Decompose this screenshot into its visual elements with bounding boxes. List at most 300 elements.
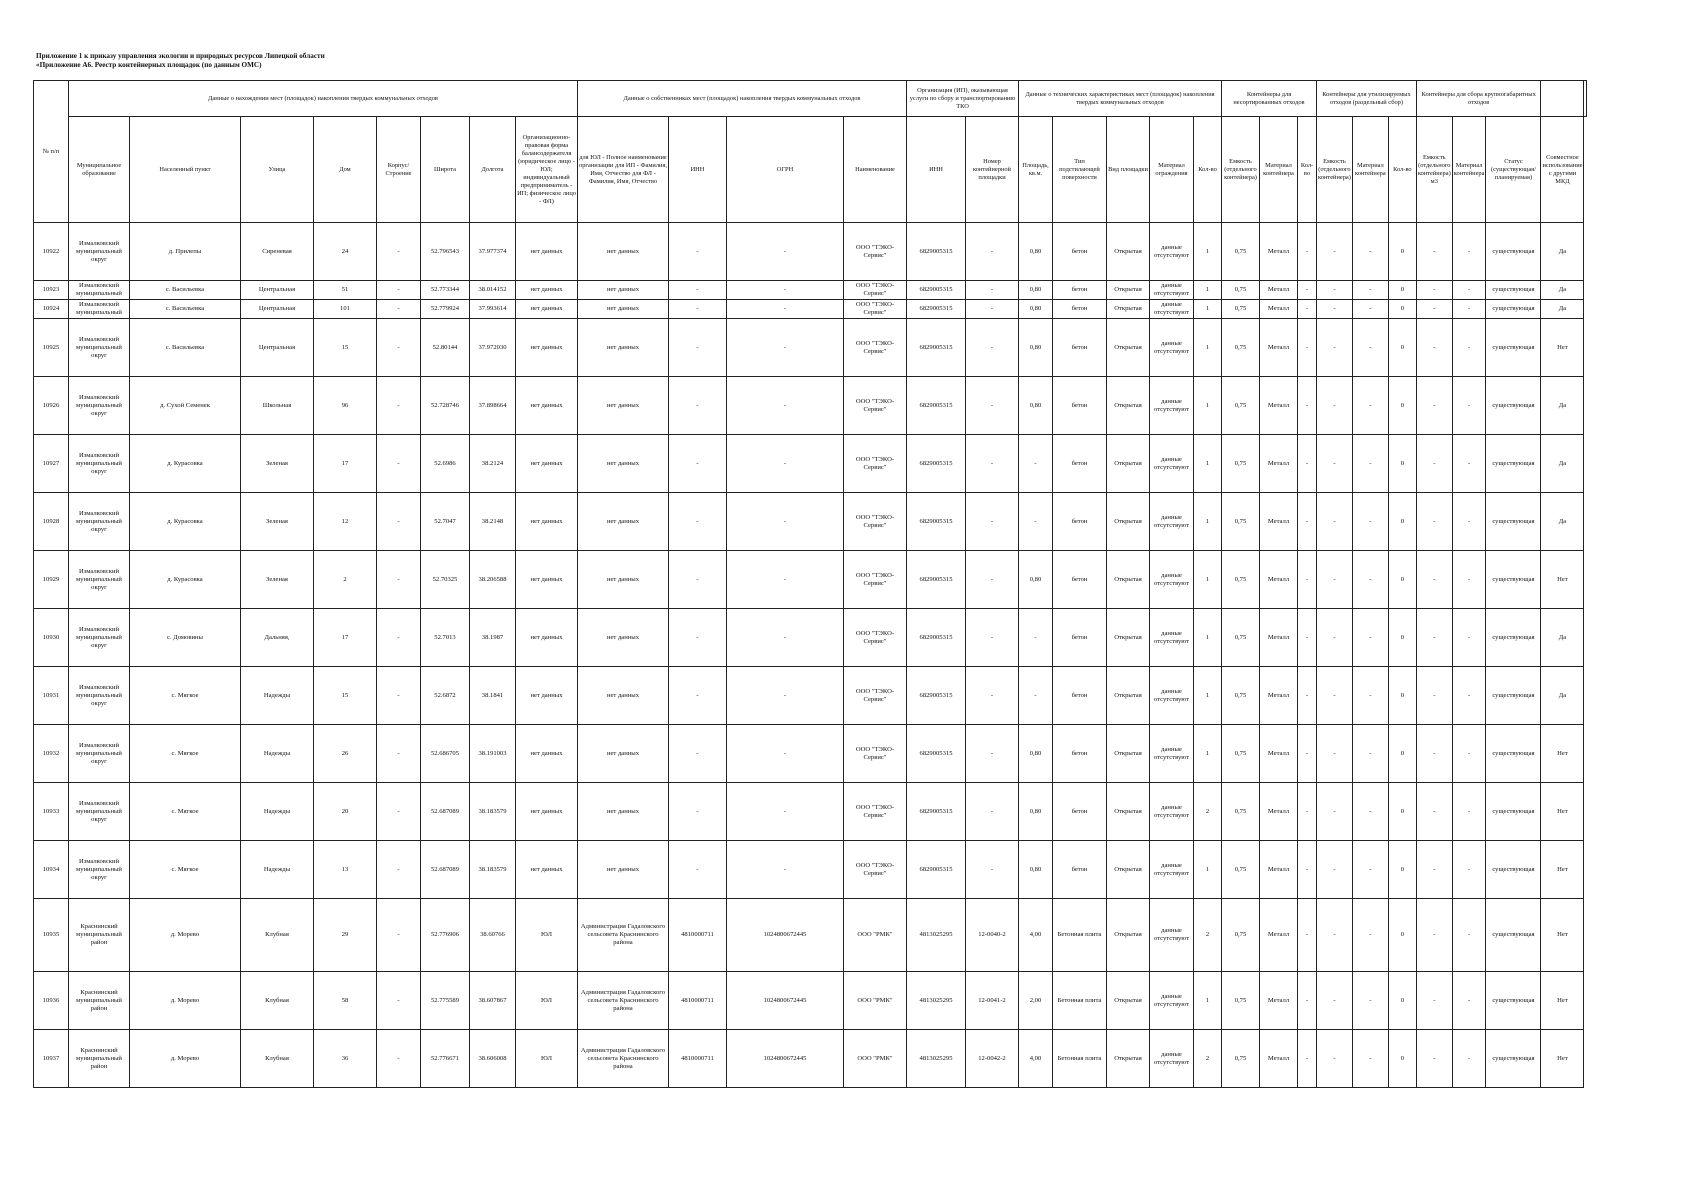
- cell-lon: 38.014152: [470, 281, 516, 300]
- cell-shared: Нет: [1541, 783, 1584, 841]
- cell-owner-inn: -: [669, 783, 727, 841]
- cell-fence: данные отсутствуют: [1150, 972, 1194, 1030]
- cell-b-cap: -: [1416, 377, 1452, 435]
- cell-lon: 37.977374: [470, 223, 516, 281]
- cell-ogrn: -: [727, 667, 844, 725]
- cell-lat: 52.686705: [421, 725, 470, 783]
- cell-settlement: д. Курасовка: [130, 493, 241, 551]
- group-tech: Данные о технических характеристиках мест (площадок) накопления твердых коммунальных отходов: [1019, 81, 1222, 117]
- cell-b-qty: 0: [1388, 725, 1416, 783]
- cell-op-inn: 6829005315: [907, 300, 966, 319]
- cell-r-mat: -: [1352, 899, 1388, 972]
- cell-r-mat: -: [1352, 783, 1388, 841]
- cell-house: 17: [314, 435, 377, 493]
- cell-mun: Измалковский муниципальный округ: [69, 493, 130, 551]
- cell-u-qty: 2: [1194, 783, 1222, 841]
- cell-lat: 52.80144: [421, 319, 470, 377]
- table-row: [34, 972, 1587, 1030]
- cell-b-cap: -: [1416, 223, 1452, 281]
- cell-site-type: Открытая: [1107, 377, 1150, 435]
- cell-r-cap: -: [1317, 972, 1353, 1030]
- cell-u-qty: 1: [1194, 300, 1222, 319]
- table-row: [34, 300, 1587, 319]
- cell-lat: 52.6872: [421, 667, 470, 725]
- cell-u-qty: 1: [1194, 841, 1222, 899]
- registry-rows: [34, 223, 1587, 1088]
- cell-owner-inn: -: [669, 667, 727, 725]
- cell-u-cap: 0,75: [1222, 551, 1260, 609]
- cell-site-no: 12-0041-2: [966, 972, 1019, 1030]
- cell-op: ООО "РМК": [844, 972, 907, 1030]
- cell-street: Сиреневая: [241, 223, 314, 281]
- header-settlement: Населенный пункт: [130, 117, 241, 223]
- cell-b-cap: -: [1416, 493, 1452, 551]
- cell-r-qty: -: [1298, 783, 1317, 841]
- cell-building: -: [377, 223, 421, 281]
- cell-fence: данные отсутствуют: [1150, 899, 1194, 972]
- cell-house: 15: [314, 667, 377, 725]
- cell-settlement: с. Васильевка: [130, 300, 241, 319]
- cell-street: Школьная: [241, 377, 314, 435]
- cell-owner-inn: -: [669, 551, 727, 609]
- cell-b-cap: -: [1416, 1030, 1452, 1088]
- cell-building: -: [377, 667, 421, 725]
- cell-op: ООО "ТЭКО-Сервис": [844, 609, 907, 667]
- cell-lon: 38.183579: [470, 783, 516, 841]
- cell-fence: данные отсутствуют: [1150, 1030, 1194, 1088]
- cell-fence: данные отсутствуют: [1150, 377, 1194, 435]
- cell-owner-inn: -: [669, 609, 727, 667]
- cell-building: -: [377, 972, 421, 1030]
- cell-settlement: д. Курасовка: [130, 435, 241, 493]
- cell-r-mat: -: [1352, 281, 1388, 300]
- cell-shared: Нет: [1541, 899, 1584, 972]
- cell-settlement: с. Мягкое: [130, 667, 241, 725]
- cell-r-cap: -: [1317, 223, 1353, 281]
- cell-surface: Бетонная плита: [1053, 972, 1107, 1030]
- cell-owner: нет данных: [578, 551, 669, 609]
- group-operator: Организация (ИП), оказывающая услуги по сбору и транспортированию ТКО: [907, 81, 1019, 117]
- cell-building: -: [377, 609, 421, 667]
- cell-house: 13: [314, 841, 377, 899]
- table-row: [34, 281, 1587, 300]
- cell-num: 10922: [34, 223, 69, 281]
- cell-r-mat: -: [1352, 319, 1388, 377]
- cell-status: существующая: [1486, 493, 1541, 551]
- header-unsorted-capacity: Емкость (отдельного контейнера): [1222, 117, 1260, 223]
- cell-u-mat: Металл: [1260, 435, 1298, 493]
- cell-b-qty: 0: [1388, 300, 1416, 319]
- cell-mun: Измалковский муниципальный: [69, 300, 130, 319]
- cell-u-mat: Металл: [1260, 223, 1298, 281]
- cell-fence: данные отсутствуют: [1150, 841, 1194, 899]
- cell-surface: бетон: [1053, 223, 1107, 281]
- cell-fence: данные отсутствуют: [1150, 609, 1194, 667]
- cell-street: Центральная: [241, 300, 314, 319]
- cell-owner-inn: -: [669, 841, 727, 899]
- cell-building: -: [377, 551, 421, 609]
- cell-status: существующая: [1486, 899, 1541, 972]
- cell-u-mat: Металл: [1260, 972, 1298, 1030]
- cell-surface: бетон: [1053, 493, 1107, 551]
- cell-area: 0,80: [1019, 319, 1053, 377]
- cell-org-form: ЮЛ: [516, 972, 578, 1030]
- cell-op-inn: 6829005315: [907, 493, 966, 551]
- cell-r-mat: -: [1352, 435, 1388, 493]
- cell-area: 4,00: [1019, 899, 1053, 972]
- cell-mun: Измалковский муниципальный округ: [69, 319, 130, 377]
- cell-status: существующая: [1486, 551, 1541, 609]
- cell-owner-inn: -: [669, 493, 727, 551]
- cell-r-cap: -: [1317, 551, 1353, 609]
- cell-area: -: [1019, 493, 1053, 551]
- header-recycled-material: Материал контейнера: [1352, 117, 1388, 223]
- cell-r-cap: -: [1317, 300, 1353, 319]
- cell-ogrn: -: [727, 551, 844, 609]
- cell-building: -: [377, 841, 421, 899]
- cell-b-qty: 0: [1388, 319, 1416, 377]
- cell-b-qty: 0: [1388, 223, 1416, 281]
- cell-org-form: нет данных: [516, 300, 578, 319]
- cell-owner: нет данных: [578, 493, 669, 551]
- cell-b-qty: 0: [1388, 667, 1416, 725]
- cell-house: 51: [314, 281, 377, 300]
- cell-r-qty: -: [1298, 493, 1317, 551]
- cell-status: существующая: [1486, 667, 1541, 725]
- cell-b-mat: -: [1452, 300, 1486, 319]
- header-fence: Материал ограждения: [1150, 117, 1194, 223]
- cell-b-mat: -: [1452, 841, 1486, 899]
- cell-op-inn: 6829005315: [907, 223, 966, 281]
- group-owner: Данные о собственниках мест (площадок) накопления твердых коммунальных отходов: [578, 81, 907, 117]
- cell-op-inn: 4813025295: [907, 1030, 966, 1088]
- cell-b-mat: -: [1452, 281, 1486, 300]
- cell-ogrn: 1024800672445: [727, 972, 844, 1030]
- cell-mun: Измалковский муниципальный округ: [69, 551, 130, 609]
- cell-settlement: с. Васильевка: [130, 281, 241, 300]
- cell-b-cap: -: [1416, 300, 1452, 319]
- table-row: [34, 667, 1587, 725]
- cell-b-cap: -: [1416, 899, 1452, 972]
- cell-b-cap: -: [1416, 551, 1452, 609]
- cell-lat: 52.776671: [421, 1030, 470, 1088]
- cell-b-cap: -: [1416, 319, 1452, 377]
- cell-r-qty: -: [1298, 667, 1317, 725]
- cell-street: Центральная: [241, 319, 314, 377]
- cell-mun: Измалковский муниципальный округ: [69, 223, 130, 281]
- cell-site-no: -: [966, 609, 1019, 667]
- cell-r-cap: -: [1317, 319, 1353, 377]
- cell-ogrn: -: [727, 377, 844, 435]
- container-sites-registry-table: [33, 80, 1587, 1088]
- cell-u-mat: Металл: [1260, 551, 1298, 609]
- cell-owner: нет данных: [578, 300, 669, 319]
- cell-r-mat: -: [1352, 377, 1388, 435]
- cell-r-cap: -: [1317, 899, 1353, 972]
- table-row: [34, 493, 1587, 551]
- cell-mun: Измалковский муниципальный округ: [69, 725, 130, 783]
- cell-op-inn: 6829005315: [907, 551, 966, 609]
- cell-op: ООО "ТЭКО-Сервис": [844, 435, 907, 493]
- cell-op: ООО "ТЭКО-Сервис": [844, 783, 907, 841]
- cell-ogrn: 1024800672445: [727, 899, 844, 972]
- cell-lon: 38.206588: [470, 551, 516, 609]
- cell-u-qty: 1: [1194, 972, 1222, 1030]
- cell-lon: 37.993614: [470, 300, 516, 319]
- cell-op-inn: 6829005315: [907, 667, 966, 725]
- cell-ogrn: -: [727, 281, 844, 300]
- cell-fence: данные отсутствуют: [1150, 725, 1194, 783]
- cell-site-no: -: [966, 300, 1019, 319]
- cell-mun: Измалковский муниципальный округ: [69, 841, 130, 899]
- cell-owner-inn: -: [669, 281, 727, 300]
- cell-b-cap: -: [1416, 972, 1452, 1030]
- cell-u-cap: 0,75: [1222, 609, 1260, 667]
- cell-site-type: Открытая: [1107, 493, 1150, 551]
- cell-op: ООО "ТЭКО-Сервис": [844, 667, 907, 725]
- cell-lat: 52.728746: [421, 377, 470, 435]
- cell-building: -: [377, 281, 421, 300]
- cell-owner-inn: -: [669, 435, 727, 493]
- cell-site-type: Открытая: [1107, 609, 1150, 667]
- cell-r-qty: -: [1298, 899, 1317, 972]
- cell-b-mat: -: [1452, 435, 1486, 493]
- cell-op: ООО "ТЭКО-Сервис": [844, 493, 907, 551]
- cell-site-type: Открытая: [1107, 783, 1150, 841]
- cell-shared: Да: [1541, 281, 1584, 300]
- cell-r-qty: -: [1298, 725, 1317, 783]
- cell-b-cap: -: [1416, 667, 1452, 725]
- cell-b-cap: -: [1416, 281, 1452, 300]
- cell-street: Надежды: [241, 667, 314, 725]
- cell-b-mat: -: [1452, 972, 1486, 1030]
- cell-house: 58: [314, 972, 377, 1030]
- cell-op-inn: 6829005315: [907, 435, 966, 493]
- cell-owner: Администрация Гадаловского сельсовета Краснинского района: [578, 972, 669, 1030]
- cell-status: существующая: [1486, 725, 1541, 783]
- cell-b-qty: 0: [1388, 493, 1416, 551]
- cell-shared: Да: [1541, 609, 1584, 667]
- cell-r-cap: -: [1317, 609, 1353, 667]
- cell-shared: Нет: [1541, 725, 1584, 783]
- header-lat: Широта: [421, 117, 470, 223]
- cell-lon: 38.191003: [470, 725, 516, 783]
- cell-r-mat: -: [1352, 667, 1388, 725]
- cell-b-mat: -: [1452, 609, 1486, 667]
- cell-r-qty: -: [1298, 300, 1317, 319]
- cell-r-mat: -: [1352, 223, 1388, 281]
- cell-r-cap: -: [1317, 783, 1353, 841]
- header-recycled-qty: Кол-во: [1298, 117, 1317, 223]
- cell-b-mat: -: [1452, 493, 1486, 551]
- cell-surface: бетон: [1053, 783, 1107, 841]
- cell-u-cap: 0,75: [1222, 972, 1260, 1030]
- cell-r-qty: -: [1298, 1030, 1317, 1088]
- cell-b-mat: -: [1452, 899, 1486, 972]
- cell-settlement: с. Мягкое: [130, 725, 241, 783]
- cell-owner-inn: 4810000711: [669, 1030, 727, 1088]
- cell-settlement: с. Васильевка: [130, 319, 241, 377]
- cell-b-qty: 0: [1388, 551, 1416, 609]
- cell-owner: нет данных: [578, 319, 669, 377]
- cell-owner-inn: 4810000711: [669, 972, 727, 1030]
- cell-r-qty: -: [1298, 841, 1317, 899]
- cell-lat: 52.687089: [421, 783, 470, 841]
- cell-num: 10931: [34, 667, 69, 725]
- cell-site-type: Открытая: [1107, 841, 1150, 899]
- cell-num: 10935: [34, 899, 69, 972]
- cell-site-no: -: [966, 841, 1019, 899]
- cell-r-mat: -: [1352, 609, 1388, 667]
- cell-status: существующая: [1486, 972, 1541, 1030]
- cell-shared: Нет: [1541, 841, 1584, 899]
- table-row: [34, 435, 1587, 493]
- table-row: [34, 609, 1587, 667]
- header-status: Статус (существующая/планируемая): [1486, 117, 1541, 223]
- cell-b-qty: 0: [1388, 899, 1416, 972]
- cell-site-type: Открытая: [1107, 725, 1150, 783]
- cell-surface: бетон: [1053, 377, 1107, 435]
- cell-owner: нет данных: [578, 435, 669, 493]
- cell-site-type: Открытая: [1107, 551, 1150, 609]
- header-operator-inn: ИНН: [907, 117, 966, 223]
- cell-org-form: нет данных: [516, 223, 578, 281]
- cell-u-qty: 1: [1194, 435, 1222, 493]
- cell-house: 101: [314, 300, 377, 319]
- cell-fence: данные отсутствуют: [1150, 223, 1194, 281]
- cell-fence: данные отсутствуют: [1150, 667, 1194, 725]
- cell-owner: нет данных: [578, 377, 669, 435]
- cell-area: -: [1019, 609, 1053, 667]
- cell-settlement: д. Морево: [130, 972, 241, 1030]
- cell-surface: бетон: [1053, 551, 1107, 609]
- cell-b-mat: -: [1452, 667, 1486, 725]
- cell-r-mat: -: [1352, 725, 1388, 783]
- cell-ogrn: -: [727, 223, 844, 281]
- cell-house: 36: [314, 1030, 377, 1088]
- cell-u-cap: 0,75: [1222, 435, 1260, 493]
- cell-num: 10923: [34, 281, 69, 300]
- cell-b-mat: -: [1452, 551, 1486, 609]
- header-building: Корпус/Строение: [377, 117, 421, 223]
- cell-ogrn: -: [727, 493, 844, 551]
- group-location: Данные о нахождении мест (площадок) накопления твердых коммунальных отходов: [69, 81, 578, 117]
- cell-op-inn: 6829005315: [907, 377, 966, 435]
- cell-r-qty: -: [1298, 609, 1317, 667]
- cell-b-cap: -: [1416, 435, 1452, 493]
- cell-street: Клубная: [241, 1030, 314, 1088]
- cell-lon: 38.606008: [470, 1030, 516, 1088]
- cell-settlement: д. Сухой Семенек: [130, 377, 241, 435]
- document-caption: [36, 52, 325, 70]
- cell-owner: нет данных: [578, 783, 669, 841]
- cell-owner-inn: 4810000711: [669, 899, 727, 972]
- header-operator-name: Наименование: [844, 117, 907, 223]
- cell-u-mat: Металл: [1260, 281, 1298, 300]
- cell-owner: Администрация Гадаловского сельсовета Краснинского района: [578, 899, 669, 972]
- cell-u-cap: 0,75: [1222, 223, 1260, 281]
- cell-num: 10932: [34, 725, 69, 783]
- cell-site-type: Открытая: [1107, 319, 1150, 377]
- cell-u-cap: 0,75: [1222, 377, 1260, 435]
- cell-building: -: [377, 377, 421, 435]
- cell-street: Дальняя,: [241, 609, 314, 667]
- cell-fence: данные отсутствуют: [1150, 493, 1194, 551]
- cell-site-no: -: [966, 493, 1019, 551]
- cell-op: ООО "ТЭКО-Сервис": [844, 281, 907, 300]
- cell-u-mat: Металл: [1260, 1030, 1298, 1088]
- cell-b-mat: -: [1452, 1030, 1486, 1088]
- cell-ogrn: -: [727, 725, 844, 783]
- table-row: [34, 783, 1587, 841]
- cell-shared: Нет: [1541, 551, 1584, 609]
- cell-owner: нет данных: [578, 667, 669, 725]
- cell-u-qty: 1: [1194, 609, 1222, 667]
- cell-op: ООО "РМК": [844, 1030, 907, 1088]
- cell-lat: 52.70325: [421, 551, 470, 609]
- cell-site-no: -: [966, 223, 1019, 281]
- header-bulky-capacity: Емкость (отдельного контейнера) м3: [1416, 117, 1452, 223]
- cell-fence: данные отсутствуют: [1150, 281, 1194, 300]
- cell-lon: 38.183579: [470, 841, 516, 899]
- cell-building: -: [377, 319, 421, 377]
- cell-r-qty: -: [1298, 377, 1317, 435]
- cell-b-qty: 0: [1388, 377, 1416, 435]
- cell-op: ООО "ТЭКО-Сервис": [844, 300, 907, 319]
- cell-building: -: [377, 1030, 421, 1088]
- cell-lon: 37.898664: [470, 377, 516, 435]
- cell-u-cap: 0,75: [1222, 725, 1260, 783]
- table-row: [34, 899, 1587, 972]
- cell-shared: Да: [1541, 300, 1584, 319]
- header-org-form: Организационно-правовая форма балансодержателя (юридическое лицо - ЮЛ; индивидуальный предприниматель - ИП; физическое лицо - ФЛ): [516, 117, 578, 223]
- cell-building: -: [377, 493, 421, 551]
- cell-org-form: нет данных: [516, 377, 578, 435]
- header-bulky-qty: Кол-во: [1388, 117, 1416, 223]
- cell-u-qty: 1: [1194, 319, 1222, 377]
- cell-b-qty: 0: [1388, 435, 1416, 493]
- cell-op-inn: 6829005315: [907, 841, 966, 899]
- cell-ogrn: 1024800672445: [727, 1030, 844, 1088]
- header-num: № п/п: [34, 81, 69, 223]
- cell-lat: 52.6986: [421, 435, 470, 493]
- cell-street: Клубная: [241, 972, 314, 1030]
- cell-b-mat: -: [1452, 377, 1486, 435]
- cell-num: 10933: [34, 783, 69, 841]
- cell-org-form: нет данных: [516, 841, 578, 899]
- cell-building: -: [377, 783, 421, 841]
- cell-area: 0,80: [1019, 551, 1053, 609]
- cell-b-cap: -: [1416, 725, 1452, 783]
- cell-u-qty: 1: [1194, 667, 1222, 725]
- cell-op: ООО "РМК": [844, 899, 907, 972]
- cell-site-no: -: [966, 281, 1019, 300]
- cell-house: 29: [314, 899, 377, 972]
- cell-org-form: нет данных: [516, 281, 578, 300]
- cell-mun: Измалковский муниципальный округ: [69, 667, 130, 725]
- cell-num: 10927: [34, 435, 69, 493]
- cell-status: существующая: [1486, 281, 1541, 300]
- cell-u-cap: 0,75: [1222, 841, 1260, 899]
- cell-num: 10924: [34, 300, 69, 319]
- cell-org-form: нет данных: [516, 551, 578, 609]
- cell-ogrn: -: [727, 783, 844, 841]
- cell-area: 4,00: [1019, 1030, 1053, 1088]
- cell-status: существующая: [1486, 783, 1541, 841]
- cell-owner: нет данных: [578, 609, 669, 667]
- cell-site-no: -: [966, 551, 1019, 609]
- cell-u-cap: 0,75: [1222, 783, 1260, 841]
